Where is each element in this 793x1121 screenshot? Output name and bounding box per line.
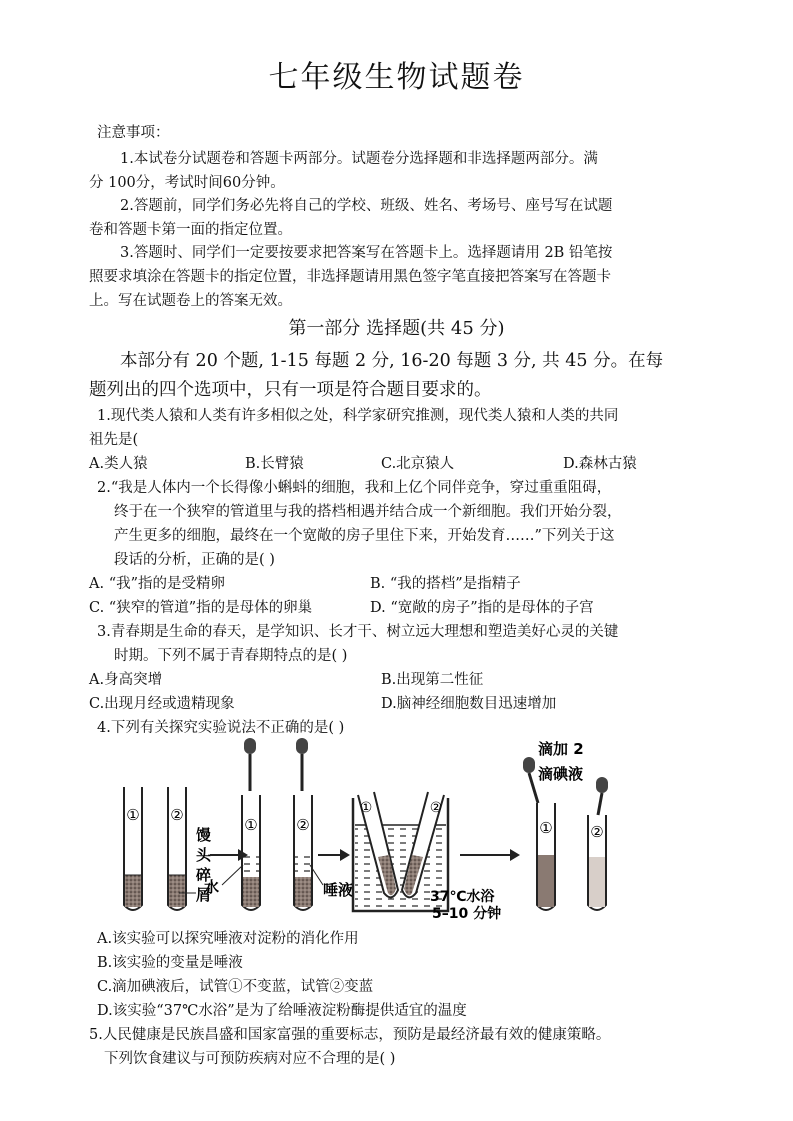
section-intro-cont: 题列出的四个选项中，只有一项是符合题目要求的。: [89, 380, 492, 400]
section-title: 第一部分 选择题(共 45 分): [288, 318, 505, 339]
q1-option-c: C.北京猿人: [381, 456, 455, 472]
notice-item-2-cont: 卷和答题卡第一面的指定位置。: [89, 222, 292, 238]
tube-2-label: ②: [590, 823, 604, 841]
arrow-icon: [318, 849, 350, 861]
dropper-icon: [523, 757, 538, 803]
svg-text:馒: 馒: [196, 826, 212, 844]
notice-item-3-cont: 照要求填涂在答题卡的指定位置，非选择题请用黑色签字笔直接把答案写在答题卡: [89, 269, 611, 285]
q4-option-d: D.该实验“37℃水浴”是为了给唾液淀粉酶提供适宜的温度: [97, 1003, 467, 1019]
notice-item-1-cont: 分 100分，考试时间60分钟。: [89, 175, 285, 191]
q5-stem-cont: 下列饮食建议与可预防疾病对应不合理的是( ): [104, 1051, 396, 1067]
q2-option-c: C. “狭窄的管道”指的是母体的卵巢: [89, 600, 313, 616]
tube-1-label: ①: [539, 819, 553, 837]
q3-option-a: A.身高突增: [89, 672, 163, 688]
water-label: 水: [204, 878, 220, 896]
tube-1-label: ①: [244, 816, 258, 834]
q4-option-c: C.滴加碘液后，试管①不变蓝，试管②变蓝: [97, 979, 374, 995]
svg-text:碎: 碎: [196, 866, 212, 884]
section-intro: 本部分有 20 个题, 1-15 每题 2 分, 16-20 每题 3 分, 共 45 分。在每: [120, 351, 664, 371]
svg-text:头: 头: [196, 846, 212, 864]
q3-stem-cont: 时期。下列不属于青春期特点的是( ): [114, 648, 348, 664]
q4-option-a: A.该实验可以探究唾液对淀粉的消化作用: [97, 931, 359, 947]
q2-stem-l3: 产生更多的细胞，最终在一个宽敞的房子里住下来，开始发育……”下列关于这: [114, 528, 615, 544]
dropper-icon: [596, 777, 608, 815]
test-tube-2-saliva: [294, 795, 312, 910]
q2-option-d: D. “宽敞的房子”指的是母体的子宫: [370, 600, 594, 616]
notice-item-1: 1.本试卷分试题卷和答题卡两部分。试题卷分选择题和非选择题两部分。满: [120, 151, 598, 167]
dropper-icon: [296, 738, 308, 791]
iodine-label-line1: 滴加 2: [538, 740, 584, 758]
tube-2-label: ②: [429, 800, 443, 816]
notice-item-2: 2.答题前，同学们务必先将自己的学校、班级、姓名、考场号、座号写在试题: [120, 198, 613, 214]
notice-heading: 注意事项：: [97, 125, 170, 141]
tube-1-label: ①: [359, 800, 373, 816]
q2-stem-l4: 段话的分析，正确的是( ): [114, 552, 275, 568]
q3-option-d: D.脑神经细胞数目迅速增加: [381, 696, 557, 712]
test-tube-1-water: [242, 795, 260, 910]
q4-option-b: B.该实验的变量是唾液: [97, 955, 243, 971]
q2-stem: 2.“我是人体内一个长得像小蝌蚪的细胞，我和上亿个同伴竞争，穿过重重阻碍，: [97, 480, 612, 496]
notice-item-3: 3.答题时、同学们一定要按要求把答案写在答题卡上。选择题请用 2B 铅笔按: [120, 245, 613, 261]
q5-stem: 5.人民健康是民族昌盛和国家富强的重要标志，预防是最经济最有效的健康策略。: [89, 1027, 611, 1043]
svg-text:屑: 屑: [196, 886, 212, 904]
experiment-figure: [110, 735, 630, 920]
saliva-label: 唾液: [323, 881, 354, 899]
q2-option-b: B. “我的搭档”是指精子: [370, 576, 521, 592]
tube-2-label: ②: [170, 806, 184, 824]
dropper-icon: [244, 738, 256, 791]
tube-1-label: ①: [126, 806, 140, 824]
q2-option-a: A. “我”指的是受精卵: [89, 576, 226, 592]
q3-stem: 3.青春期是生命的春天，是学知识、长才干、树立远大理想和塑造美好心灵的关键: [97, 624, 619, 640]
water-bath-temp-label: 37℃水浴: [430, 889, 495, 905]
q1-stem-cont: 祖先是(: [89, 432, 139, 448]
notice-item-3-cont2: 上。写在试题卷上的答案无效。: [89, 293, 292, 309]
q4-stem: 4.下列有关探究实验说法不正确的是( ): [97, 720, 345, 736]
arrow-icon: [460, 849, 520, 861]
q1-option-d: D.森林古猿: [563, 456, 637, 472]
iodine-label-line2: 滴碘液: [538, 765, 584, 783]
q2-stem-l2: 终于在一个狭窄的管道里与我的搭档相遇并结合成一个新细胞。我们开始分裂，: [114, 504, 622, 520]
tube-2-label: ②: [296, 816, 310, 834]
q1-option-a: A.类人猿: [89, 456, 148, 472]
q3-option-c: C.出现月经或遗精现象: [89, 696, 235, 712]
q1-stem: 1.现代类人猿和人类有许多相似之处，科学家研究推测，现代类人猿和人类的共同: [97, 408, 619, 424]
q1-option-b: B.长臂猿: [245, 456, 304, 472]
page-title: 七年级生物试题卷: [268, 60, 525, 95]
q3-option-b: B.出现第二性征: [381, 672, 484, 688]
water-bath-time-label: 5–10 分钟: [432, 906, 502, 920]
leader-line: [222, 865, 243, 885]
